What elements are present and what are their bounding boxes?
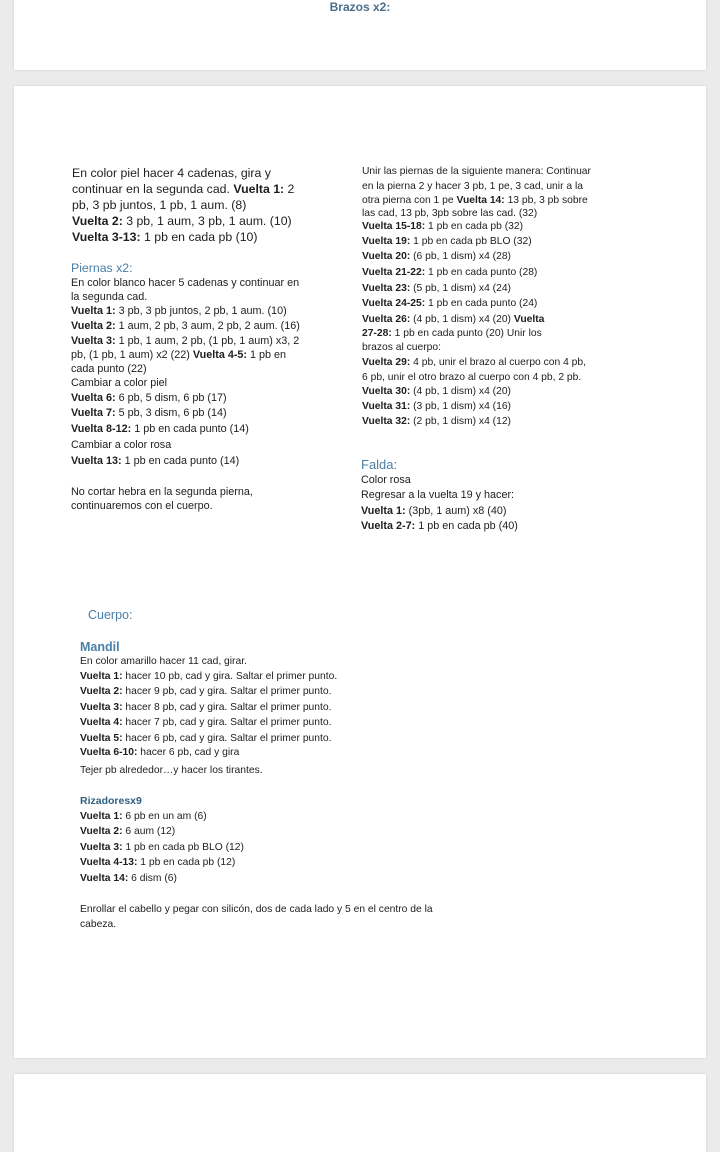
piernas-line: Vuelta 13: 1 pb en cada punto (14): [71, 455, 240, 467]
final-line: cabeza.: [80, 919, 117, 930]
union-line: en la pierna 2 y hacer 3 pb, 1 pe, 3 cad, unir a la: [362, 181, 583, 192]
rizadores-line: Vuelta 2: 6 aum (12): [80, 826, 176, 837]
falda-line: Vuelta 1: (3pb, 1 aum) x8 (40): [361, 505, 507, 517]
intro-line: Vuelta 3-13: 1 pb en cada pb (10): [72, 230, 258, 244]
piernas-line: En color blanco hacer 5 cadenas y continuar en: [71, 277, 300, 289]
final-line: Enrollar el cabello y pegar con silicón, dos de cada lado y 5 en el centro de la: [80, 904, 433, 915]
piernas-line: Vuelta 1: 3 pb, 3 pb juntos, 2 pb, 1 aum. (10): [71, 305, 287, 317]
intro-line: continuar en la segunda cad. Vuelta 1: 2: [72, 182, 295, 196]
intro-line: Vuelta 2: 3 pb, 1 aum, 3 pb, 1 aum. (10): [72, 214, 292, 228]
piernas-line: Cambiar a color rosa: [71, 439, 172, 451]
note-line: No cortar hebra en la segunda pierna,: [71, 486, 253, 498]
mandil-line: Vuelta 1: hacer 10 pb, cad y gira. Saltar el primer punto.: [80, 671, 338, 682]
piernas-line: Vuelta 2: 1 aum, 2 pb, 3 aum, 2 pb, 2 aum. (16): [71, 320, 300, 332]
union-line: 6 pb, unir el otro brazo al cuerpo con 4 pb, 2 pb.: [362, 372, 582, 383]
mandil-line: Vuelta 4: hacer 7 pb, cad y gira. Saltar el primer punto.: [80, 717, 332, 728]
rizadores-line: Vuelta 4-13: 1 pb en cada pb (12): [80, 857, 236, 868]
piernas-line: Vuelta 6: 6 pb, 5 dism, 6 pb (17): [71, 392, 227, 404]
mandil-line: Vuelta 6-10: hacer 6 pb, cad y gira: [80, 747, 240, 758]
mandil-title: Mandil: [80, 640, 120, 654]
tejer-line: Tejer pb alrededor…y hacer los tirantes.: [80, 765, 263, 776]
falda-line: Vuelta 2-7: 1 pb en cada pb (40): [361, 520, 518, 532]
piernas-line: Vuelta 7: 5 pb, 3 dism, 6 pb (14): [71, 407, 227, 419]
union-line: Vuelta 23: (5 pb, 1 dism) x4 (24): [362, 283, 511, 294]
intro-line: En color piel hacer 4 cadenas, gira y: [72, 166, 271, 180]
page-top: [14, 0, 706, 70]
piernas-line: Vuelta 3: 1 pb, 1 aum, 2 pb, (1 pb, 1 aum) x3, 2: [71, 335, 300, 347]
union-line: Vuelta 15-18: 1 pb en cada pb (32): [362, 221, 524, 232]
rizadores-line: Vuelta 3: 1 pb en cada pb BLO (12): [80, 842, 244, 853]
piernas-line: pb, (1 pb, 1 aum) x2 (22) Vuelta 4-5: 1 pb en: [71, 349, 287, 361]
union-line: Vuelta 31: (3 pb, 1 dism) x4 (16): [362, 401, 511, 412]
falda-line: Regresar a la vuelta 19 y hacer:: [361, 489, 515, 501]
intro-line: pb, 3 pb juntos, 1 pb, 1 aum. (8): [72, 198, 247, 212]
union-line: Vuelta 30: (4 pb, 1 dism) x4 (20): [362, 386, 511, 397]
falda-title: Falda:: [361, 457, 398, 472]
page-bottom: [14, 1074, 706, 1152]
union-line: otra pierna con 1 pe Vuelta 14: 13 pb, 3 pb sobre: [362, 195, 588, 206]
piernas-line: la segunda cad.: [71, 291, 148, 303]
union-line: brazos al cuerpo:: [362, 342, 441, 353]
piernas-line: Vuelta 8-12: 1 pb en cada punto (14): [71, 423, 249, 435]
falda-line: Color rosa: [361, 474, 411, 486]
rizadores-line: Vuelta 1: 6 pb en un am (6): [80, 811, 207, 822]
union-line: Vuelta 26: (4 pb, 1 dism) x4 (20) Vuelta: [362, 314, 545, 325]
union-line: 27-28: 1 pb en cada punto (20) Unir los: [362, 328, 542, 339]
header-title: Brazos x2:: [329, 0, 391, 14]
mandil-line: Vuelta 3: hacer 8 pb, cad y gira. Saltar el primer punto.: [80, 702, 332, 713]
mandil-line: Vuelta 2: hacer 9 pb, cad y gira. Saltar el primer punto.: [80, 686, 332, 697]
union-line: Unir las piernas de la siguiente manera: Continuar: [362, 166, 591, 177]
mandil-line: Vuelta 5: hacer 6 pb, cad y gira. Saltar el primer punto.: [80, 733, 332, 744]
rizadores-line: Vuelta 14: 6 dism (6): [80, 873, 177, 884]
piernas-title: Piernas x2:: [71, 261, 133, 275]
union-line: Vuelta 21-22: 1 pb en cada punto (28): [362, 267, 538, 278]
cuerpo-title: Cuerpo:: [88, 608, 133, 622]
mandil-line: En color amarillo hacer 11 cad, girar.: [80, 656, 247, 667]
union-line: Vuelta 29: 4 pb, unir el brazo al cuerpo con 4 pb,: [362, 357, 586, 368]
piernas-line: Cambiar a color piel: [71, 377, 168, 389]
union-line: Vuelta 32: (2 pb, 1 dism) x4 (12): [362, 416, 511, 427]
union-line: Vuelta 20: (6 pb, 1 dism) x4 (28): [362, 251, 511, 262]
note-line: continuaremos con el cuerpo.: [71, 500, 213, 512]
union-line: Vuelta 19: 1 pb en cada pb BLO (32): [362, 236, 532, 247]
union-line: las cad, 13 pb, 3pb sobre las cad. (32): [362, 208, 538, 219]
rizadores-title: Rizadoresx9: [80, 795, 142, 807]
union-line: Vuelta 24-25: 1 pb en cada punto (24): [362, 298, 538, 309]
piernas-line: cada punto (22): [71, 363, 147, 375]
